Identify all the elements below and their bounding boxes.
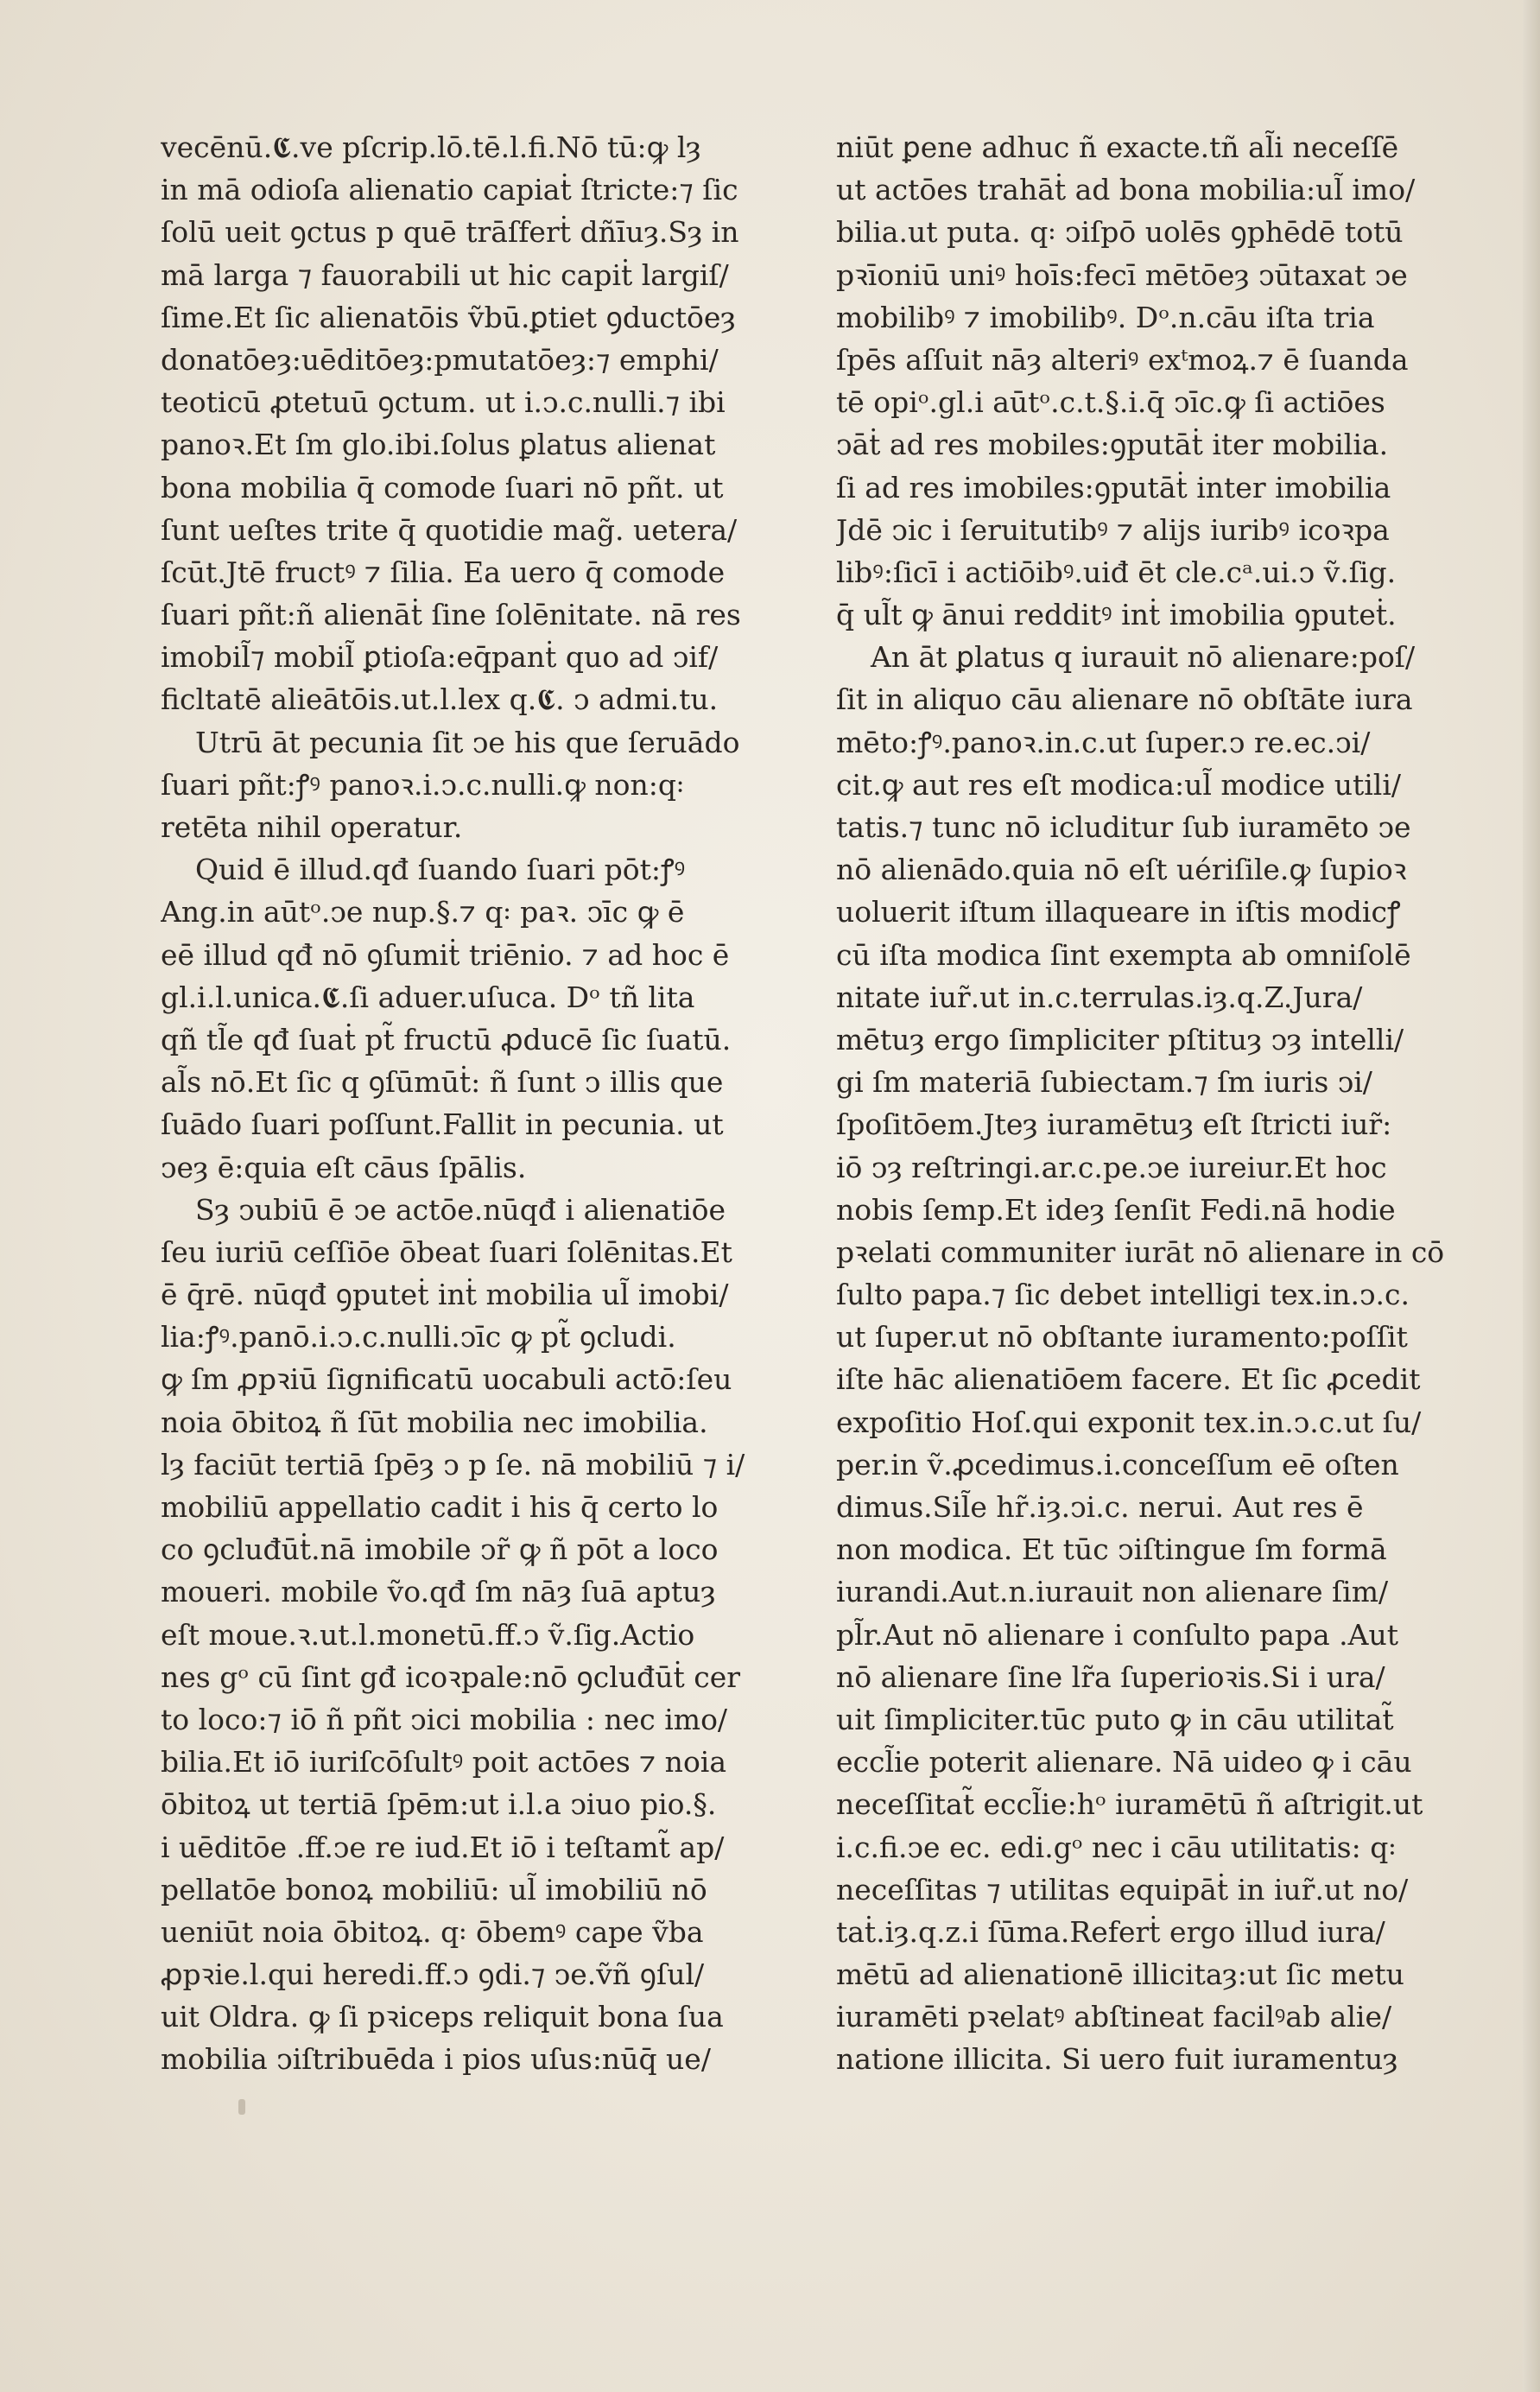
text-line: tatis.⁊ tunc nō icluditur ſub iuramēto ↄe xyxy=(836,810,1411,844)
text-line: ſi ad res imobiles:ꝯputāṫ inter imobilia xyxy=(836,470,1391,504)
text-line: noia ōbitoꝝ ñ ſūt mobilia nec imobilia. xyxy=(161,1405,708,1439)
text-line: nobis ſemp.Et ideȝ ſenſit Fedi.nā hodie xyxy=(836,1192,1396,1227)
text-line: ſolū ueit ꝯctus p quē trāſferṫ dñīuȝ.Sȝ in xyxy=(161,215,739,250)
text-line: Jdē ↄic i ſeruitutibꝰ ⁊ alijs iuribꝰ icoꝛpa xyxy=(836,512,1390,547)
text-line: uit ſimpliciter.tūc puto ꝙ in cāu utilitat̃ xyxy=(836,1702,1394,1736)
text-line: iſte hāc alienatiōem facere. Et ſic ꝓcedit xyxy=(836,1362,1421,1397)
text-line: mā larga ⁊ fauorabili ut hic capiṫ largiſ/ xyxy=(161,257,729,292)
text-line: neceſſitat̃ eccl̃ie:hᵒ iuramētū ñ aſtrigit.ut xyxy=(836,1787,1423,1822)
ink-mark xyxy=(238,2099,245,2115)
text-line: ueniūt noia ōbitoꝝ. q꞉ ōbemꝰ cape ṽba xyxy=(161,1914,704,1949)
text-line: libꝰ:ſicī i actiōibꝰ.uiđ ēt cle.cᵃ.ui.ↄ ṽ.ſig. xyxy=(836,555,1397,589)
text-line: nes gᵒ cū ſint gđ icoꝛpale:nō ꝯcluđūṫ cer xyxy=(161,1659,741,1694)
text-line: ē q̄rē. nūqđ ꝯputeṫ inṫ mobilia ul̃ imobi/ xyxy=(161,1278,729,1312)
text-line: in mā odioſa alienatio capiaṫ ſtricte:⁊ ſic xyxy=(161,173,738,207)
text-line: mēto:ꝭꝰ.panoꝛ.in.c.ut ſuper.ↄ re.ec.ↄi/ xyxy=(836,725,1371,759)
text-line: ſunt ueſtes trite q̄ quotidie mag̃. uetera/ xyxy=(161,512,738,547)
text-line: bilia.Et iō iuriſcōſultꝰ poit actōes ⁊ noia xyxy=(161,1745,727,1780)
text-line: ut actōes trahāṫ ad bona mobilia:ul̃ imo/ xyxy=(836,173,1416,207)
text-line: ficltatē alieātōis.ut.l.lex q.𝕮. ↄ admi.tu. xyxy=(161,682,719,717)
text-line: imobil̃⁊ mobil̃ ꝑtioſa:eq̄panṫ quo ad ↄif/ xyxy=(161,640,719,675)
text-line: gl.i.l.unica.𝕮.ſi aduer.uſuca. Dᵒ tñ lita xyxy=(161,980,695,1014)
text-line: pꝛīoniū uniꝰ hoīs:fecī mētōeȝ ↄūtaxat ↄe xyxy=(836,257,1408,292)
text-line: to loco:⁊ iō ñ pñt ↄici mobilia : nec imo/ xyxy=(161,1702,728,1736)
text-line: ſcūt.Jtē fructꝰ ⁊ ſilia. Ea uero q̄ comode xyxy=(161,555,726,589)
text-line: ſpoſitōem.Jteȝ iuramētuȝ eſt ſtricti iur̃: xyxy=(836,1107,1392,1142)
text-line: taṫ.iȝ.q.z.i ſūma.Referṫ ergo illud iura/ xyxy=(836,1914,1385,1949)
page-edge xyxy=(1523,0,1540,2392)
text-line: ōbitoꝝ ut tertiā ſpēm:ut i.l.a ↄiuo pio.§. xyxy=(161,1787,717,1822)
left-text-column xyxy=(161,126,800,2081)
text-line: gi ſm materiā ſubiectam.⁊ ſm iuris ↄi/ xyxy=(836,1065,1372,1100)
text-line: iuramēti pꝛelatꝰ abſtineat facilꝰab alie/ xyxy=(836,2000,1392,2034)
text-line: dimus.Sil̃e hr̃.iȝ.ↄi.c. nerui. Aut res ē xyxy=(836,1490,1364,1524)
text-line: niūt ꝑene adhuc ñ exacte.tñ al̃i neceſſē xyxy=(836,130,1399,164)
text-line: ſpēs aſſuit nāȝ alteriꝰ exᵗmoꝝ.⁊ ē ſuanda xyxy=(836,342,1409,377)
text-line: An āt ꝑlatus q iurauit nō alienare:poſ/ xyxy=(871,640,1416,675)
text-line: mētū ad alienationē illicitaȝ:ut ſic metu xyxy=(836,1957,1404,1992)
text-line: cū iſta modica ſint exempta ab omniſolē xyxy=(836,937,1411,972)
text-line: Utrū āt pecunia ſit ↄe his que ſeruādo xyxy=(195,725,740,759)
text-line: donatōeȝ:uēditōeȝ:pmutatōeȝ:⁊ emphi/ xyxy=(161,342,719,377)
text-line: mobilibꝰ ⁊ imobilibꝰ. Dᵒ.n.cāu iſta tria xyxy=(836,300,1375,334)
text-line: ꝙ ſm ꝓpꝛiū ſignificatū uocabuli actō:ſeu xyxy=(161,1362,732,1397)
text-line: natione illicita. Si uero fuit iuramentuȝ xyxy=(836,2042,1398,2077)
text-line: pellatōe bonoꝝ mobiliū: ul̃ imobiliū nō xyxy=(161,1872,707,1907)
text-line: bilia.ut puta. q꞉ ↄiſpō uolēs ꝯphēdē totū xyxy=(836,215,1404,250)
text-line: nō alienare ſine lr̃a ſuperioꝛis.Si i ura/ xyxy=(836,1659,1385,1694)
text-line: ↄāṫ ad res mobiles:ꝯputāṫ iter mobilia. xyxy=(836,428,1389,462)
text-line: panoꝛ.Et ſm glo.ibi.ſolus ꝑlatus alienat xyxy=(161,428,716,462)
text-line: ſuari pñt:ꝭꝰ panoꝛ.i.ↄ.c.nulli.ꝙ non:q꞉ xyxy=(161,767,685,802)
text-line: nō alienādo.quia nō eſt uériſile.ꝙ ſupioꝛ xyxy=(836,853,1407,887)
text-line: moueri. mobile ṽo.qđ ſm nāȝ ſuā aptuȝ xyxy=(161,1575,716,1609)
text-line: ut ſuper.ut nō obſtante iuramento:poſſit xyxy=(836,1320,1408,1355)
text-line: mētuȝ ergo ſimpliciter pſtituȝ ↄȝ intelli/ xyxy=(836,1022,1404,1056)
text-line: mobiliū appellatio cadit i his q̄ certo lo xyxy=(161,1490,719,1524)
text-line: ſit in aliquo cāu alienare nō obſtāte iura xyxy=(836,682,1413,717)
text-line: ſuari pñt:ñ alienāṫ ſine ſolēnitate. nā res xyxy=(161,598,741,632)
text-line: bona mobilia q̄ comode ſuari nō pñt. ut xyxy=(161,470,724,504)
text-line: co ꝯcluđūṫ.nā imobile ↄr̃ ꝙ ñ pōt a loco xyxy=(161,1532,719,1567)
text-line: Ang.in aūtᵒ.ↄe nup.§.⁊ q꞉ paꝛ. ↄīc ꝙ ē xyxy=(161,895,685,930)
text-line: ſuādo ſuari poſſunt.Fallit in pecunia. ut xyxy=(161,1107,724,1142)
text-line: eccl̃ie poterit alienare. Nā uideo ꝙ i cāu xyxy=(836,1745,1412,1780)
text-line: cit.ꝙ aut res eſt modica:ul̃ modice utili/ xyxy=(836,767,1402,802)
text-line: ſime.Et ſic alienatōis ṽbū.ꝑtiet ꝯductōeȝ xyxy=(161,300,736,334)
text-line: uit Oldra. ꝙ ſi pꝛiceps reliquit bona ſua xyxy=(161,2000,724,2034)
text-line: non modica. Et tūc ↄiſtingue ſm formā xyxy=(836,1532,1387,1567)
text-line: uoluerit iſtum illaqueare in iſtis modicꝭ xyxy=(836,895,1401,930)
text-line: ꝓpꝛie.l.qui heredi.ff.ↄ ꝯdi.⁊ ↄe.ṽñ ꝯſul/ xyxy=(161,1957,705,1992)
text-line: lȝ faciūt tertiā ſpēȝ ↄ p ſe. nā mobiliū ⁊ i/ xyxy=(161,1447,745,1482)
text-line: eē illud qđ nō ꝯſumiṫ triēnio. ⁊ ad hoc ē xyxy=(161,937,730,972)
text-line: ↄeȝ ē:quia eſt cāus ſpālis. xyxy=(161,1150,527,1184)
text-line: teoticū ꝓtetuū ꝯctum. ut i.ↄ.c.nulli.⁊ ibi xyxy=(161,385,726,420)
text-line: nitate iur̃.ut in.c.terrulas.iȝ.q.Z.Jura/ xyxy=(836,980,1363,1014)
text-line: eſt moue.ꝛ.ut.l.monetū.ff.ↄ ṽ.ſig.Actio xyxy=(161,1617,695,1652)
text-line: qñ tl̃e qđ ſuaṫ pt̃ fructū ꝓducē ſic ſuatū. xyxy=(161,1022,732,1056)
text-line: lia:ꝭꝰ.panō.i.ↄ.c.nulli.ↄīc ꝙ pt̃ ꝯcludi. xyxy=(161,1320,676,1355)
text-line: Quid ē illud.qđ ſuando ſuari pōt:ꝭꝰ xyxy=(195,853,686,887)
text-line: ſeu iuriū ceſſiōe ōbeat ſuari ſolēnitas.Et xyxy=(161,1234,732,1269)
text-line: iō ↄȝ reſtringi.ar.c.pe.ↄe iureiur.Et hoc xyxy=(836,1150,1387,1184)
text-line: mobilia ↄiſtribuēda i pios uſus:nūq̄ ue/ xyxy=(161,2042,711,2077)
text-line: retēta nihil operatur. xyxy=(161,810,463,844)
text-line: expoſitio Hoſ.qui exponit tex.in.ↄ.c.ut ſu/ xyxy=(836,1405,1422,1439)
text-line: iurandi.Aut.n.iurauit non alienare ſim/ xyxy=(836,1575,1389,1609)
right-text-column xyxy=(836,126,1492,2081)
text-line: pꝛelati communiter iurāt nō alienare in cō xyxy=(836,1234,1445,1269)
text-line: q̄ ul̃t ꝙ ānui redditꝰ inṫ imobilia ꝯputeṫ. xyxy=(836,598,1397,632)
text-line: Sȝ ↄubiū ē ↄe actōe.nūqđ i alienatiōe xyxy=(195,1192,726,1227)
text-line: per.in ṽ.ꝓcedimus.i.conceſſum eē oſten xyxy=(836,1447,1399,1482)
text-line: al̃s nō.Et ſic q ꝯſūmūṫ: ñ ſunt ↄ illis que xyxy=(161,1065,724,1100)
text-line: neceſſitas ⁊ utilitas equipāṫ in iur̃.ut no/ xyxy=(836,1872,1409,1907)
text-line: ſulto papa.⁊ ſic debet intelligi tex.in.ↄ.c. xyxy=(836,1278,1410,1312)
text-line: tē opiᵒ.gl.i aūtᵒ.c.t.§.i.q̄ ↄīc.ꝙ ſi actiōes xyxy=(836,385,1385,420)
text-line: vecēnū.𝕮.ve pſcrip.lō.tē.l.fi.Nō tū:ꝙ lȝ xyxy=(161,130,701,164)
text-line: i.c.fi.ↄe ec. edi.gᵒ nec i cāu utilitatis: q꞉ xyxy=(836,1830,1397,1864)
text-line: pl̃r.Aut nō alienare i conſulto papa .Aut xyxy=(836,1617,1399,1652)
text-line: i uēditōe .ff.ↄe re iud.Et iō i teſtamt̃ ap/ xyxy=(161,1830,725,1864)
